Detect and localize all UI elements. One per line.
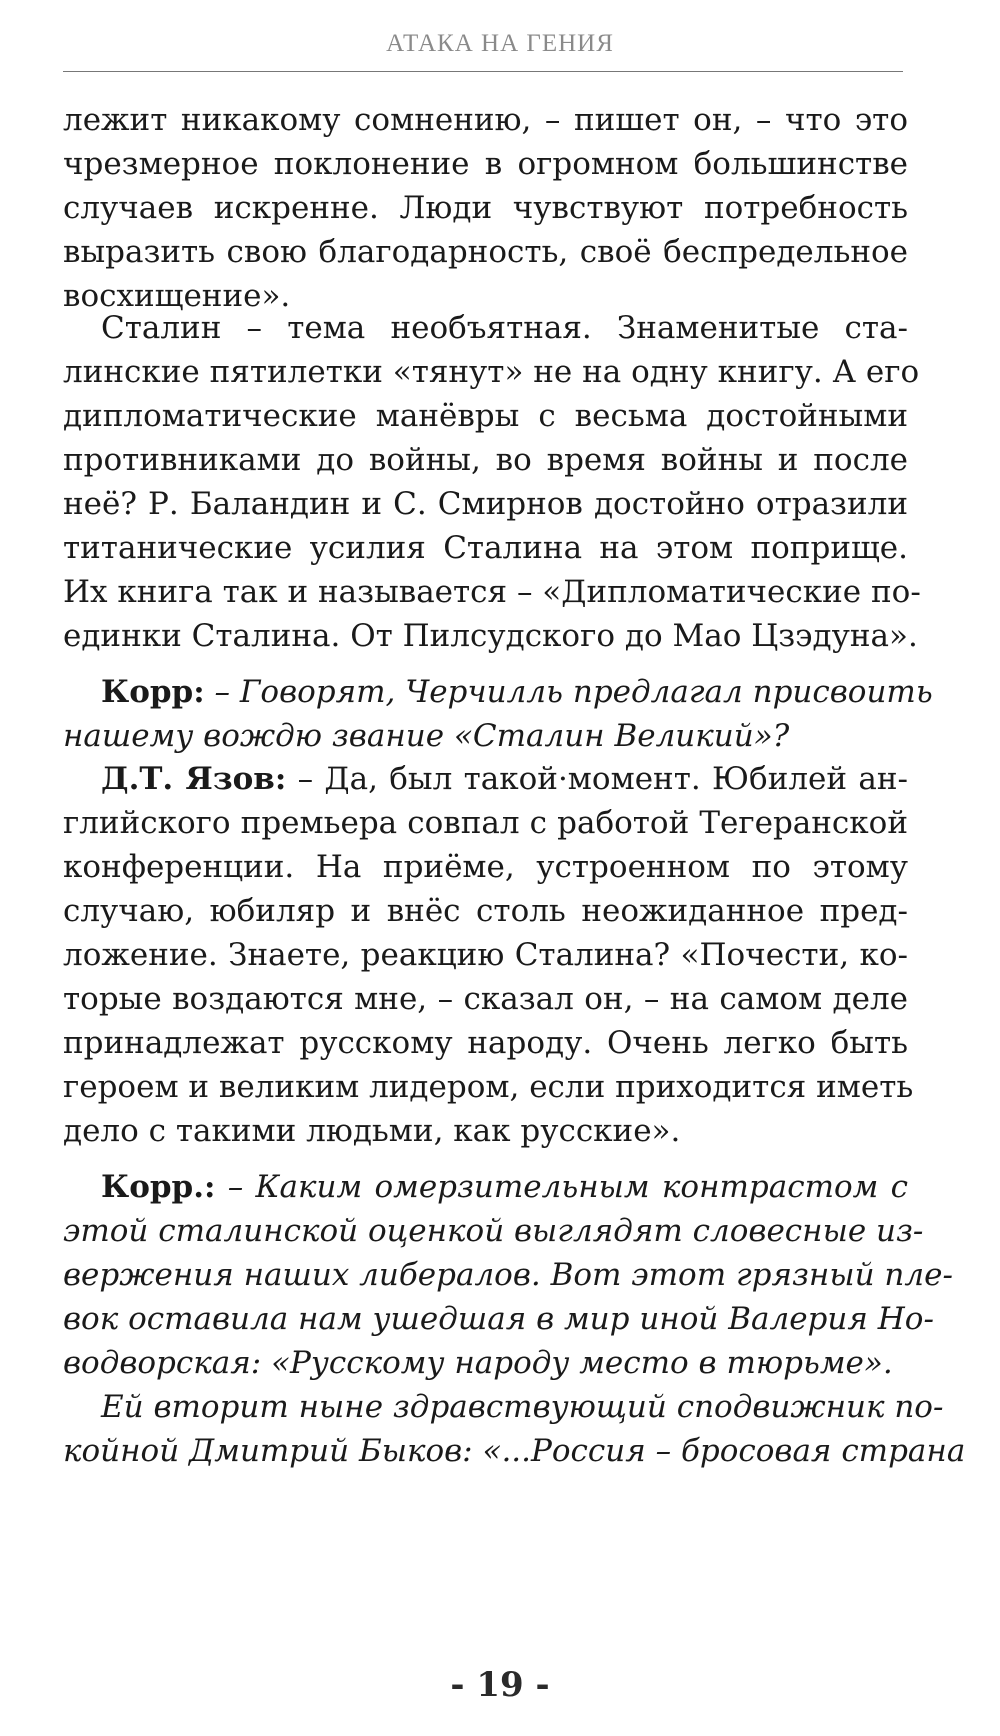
text-line: единки Сталина. От Пилсудского до Мао Цзэдуна». [63, 618, 918, 654]
text-line: торые воздаются мне, – сказал он, – на самом деле [63, 981, 908, 1017]
text-line [63, 670, 933, 714]
text-line: героем и великим лидером, если приходится иметь [63, 1069, 914, 1105]
text-line: Сталин – тема необъятная. Знаменитые ста- [101, 310, 908, 346]
text-line: Ей вторит ныне здравствующий сподвижник по- [101, 1389, 944, 1425]
text-line: койной Дмитрий Быков: «...Россия – бросовая страна [63, 1433, 966, 1469]
text-line [63, 757, 908, 801]
text-line: нашему вождю звание «Сталин Великий»? [63, 718, 790, 754]
page-number: - 19 - [450, 1665, 550, 1705]
speaker-label: Корр.: [101, 1169, 216, 1205]
paragraph-continuation [63, 98, 908, 318]
speaker-label: Корр: [101, 674, 205, 710]
text-line: этой сталинской оценкой выглядят словесные из- [63, 1213, 924, 1249]
interview-question-1 [63, 670, 933, 758]
text-line: вок оставила нам ушедшая в мир иной Валерия Но- [63, 1301, 934, 1337]
text-line: принадлежат русскому народу. Очень легко быть [63, 1025, 908, 1061]
interview-answer-1 [63, 757, 914, 1153]
text-line: ложение. Знаете, реакцию Сталина? «Почести, ко- [63, 937, 908, 973]
text-line: вержения наших либералов. Вот этот грязный пле- [63, 1257, 953, 1293]
answer-text: – Да, был такой·момент. Юбилей ан- [286, 761, 908, 797]
interview-question-2-continued [63, 1385, 966, 1473]
text-line: чрезмерное поклонение в огромном большинстве [63, 146, 908, 182]
text-line: случаев искренне. Люди чувствуют потребность [63, 190, 908, 226]
text-line [63, 1165, 908, 1209]
interview-question-2 [63, 1165, 953, 1385]
text-line: титанические усилия Сталина на этом поприще. [63, 530, 908, 566]
text-line: неё? Р. Баландин и С. Смирнов достойно отразили [63, 486, 908, 522]
paragraph-stalin [63, 306, 921, 658]
text-line: водворская: «Русскому народу место в тюрьме». [63, 1345, 893, 1381]
text-line: восхищение». [63, 278, 291, 314]
running-head: АТАКА НА ГЕНИЯ [386, 30, 614, 57]
text-line: противниками до войны, во время войны и после [63, 442, 908, 478]
speaker-label: Д.Т. Язов: [101, 761, 287, 797]
text-line: линские пятилетки «тянут» не на одну книгу. А его [63, 354, 920, 390]
text-line: выразить свою благодарность, своё беспредельное [63, 234, 908, 270]
text-line: глийского премьера совпал с работой Тегеранской [63, 805, 908, 841]
text-line: Их книга так и называется – «Дипломатические по- [63, 574, 921, 610]
question-text: – Каким омерзительным контрастом с [215, 1169, 908, 1205]
header-rule [63, 71, 903, 72]
question-text: – Говорят, Черчилль предлагал присвоить [204, 674, 933, 710]
text-line: случаю, юбиляр и внёс столь неожиданное пред- [63, 893, 908, 929]
text-line: лежит никакому сомнению, – пишет он, – что это [63, 102, 908, 138]
text-line: дипломатические манёвры с весьма достойными [63, 398, 908, 434]
text-line: дело с такими людьми, как русские». [63, 1113, 681, 1149]
text-line: конференции. На приёме, устроенном по этому [63, 849, 908, 885]
